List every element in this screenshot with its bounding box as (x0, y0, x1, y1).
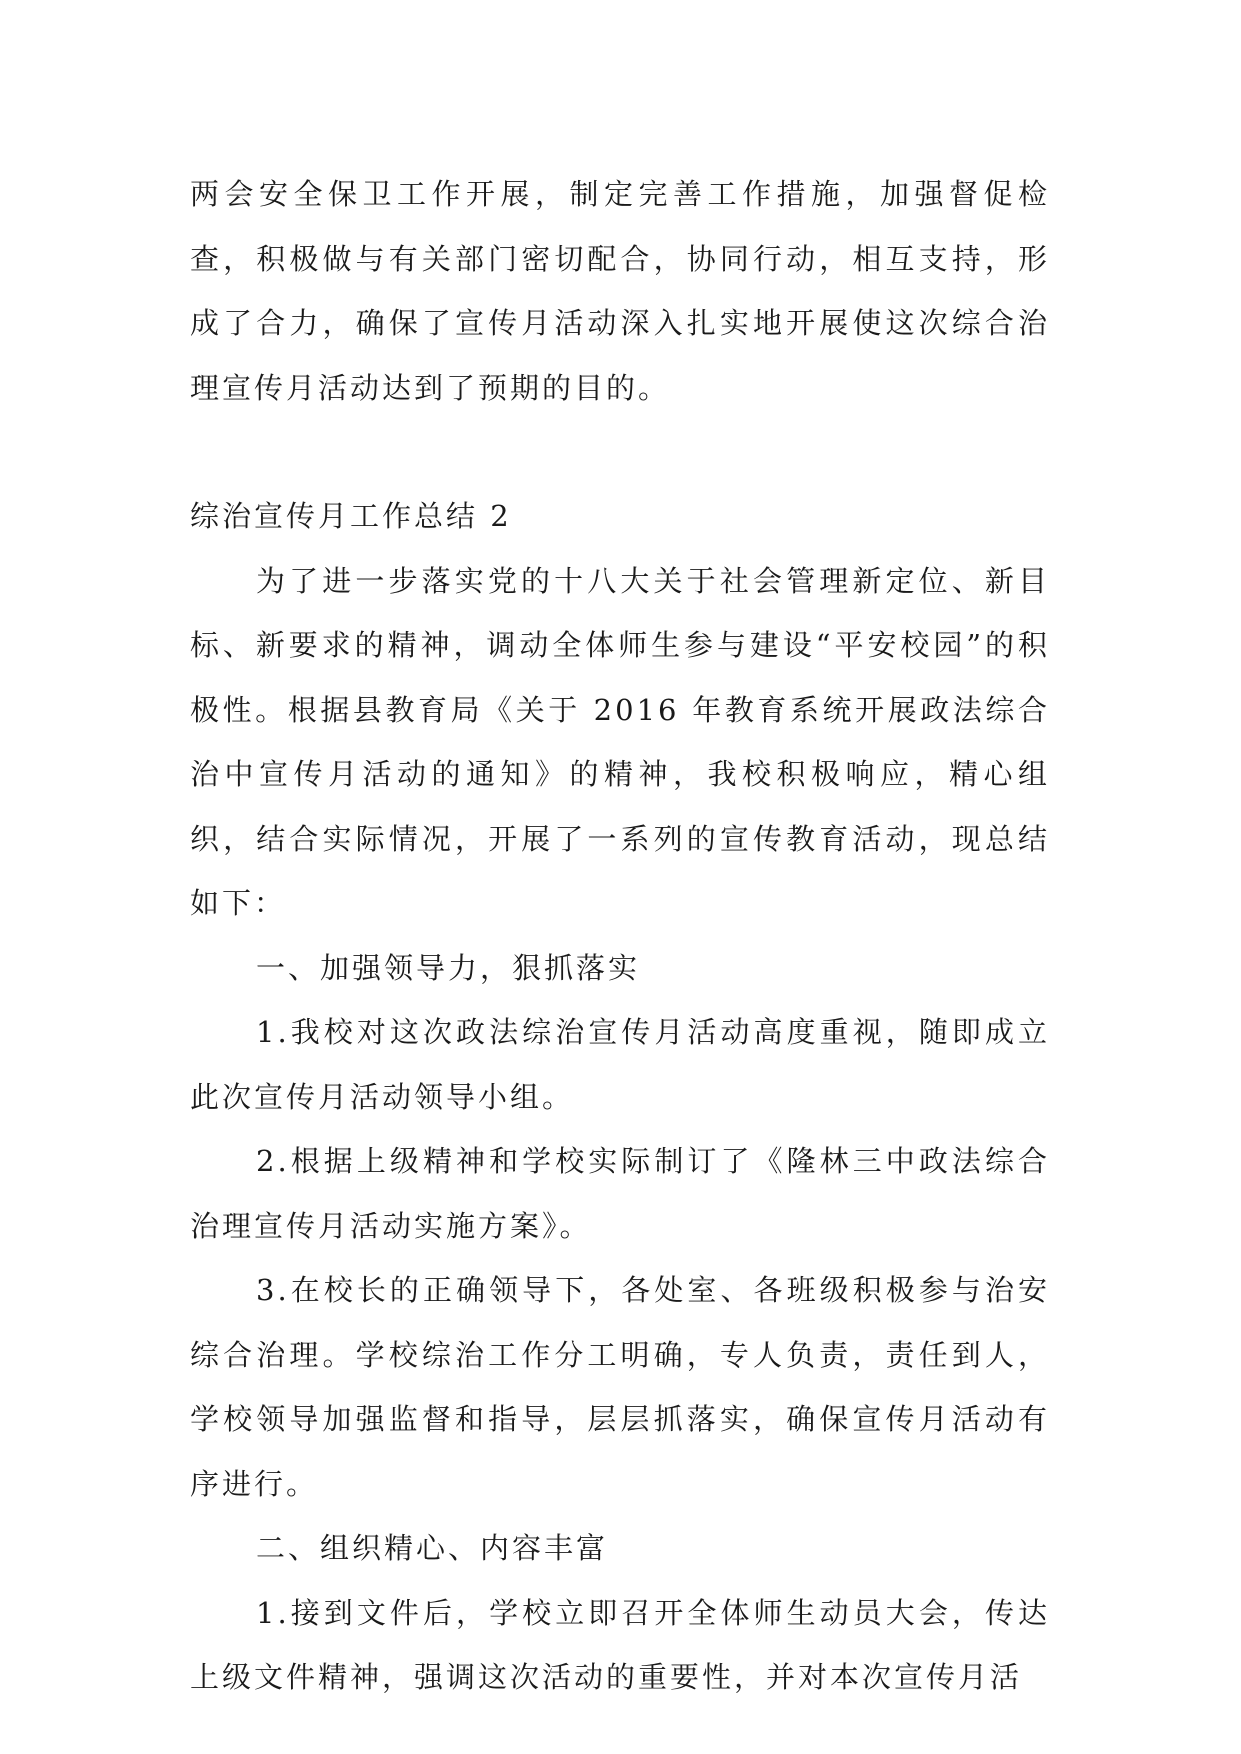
list-item: 3.在校长的正确领导下，各处室、各班级积极参与治安综合治理。学校综治工作分工明确，专人负责，责任到人，学校领导加强监督和指导，层层抓落实，确保宣传月活动有序进行。 (190, 1273, 1050, 1501)
list-item: 2.根据上级精神和学校实际制订了《隆林三中政法综合治理宣传月活动实施方案》。 (190, 1144, 1050, 1243)
list-item: 1.我校对这次政法综治宣传月活动高度重视，随即成立此次宣传月活动领导小组。 (190, 1015, 1050, 1114)
section-heading-leadership: 一、加强领导力，狠抓落实 (256, 950, 641, 985)
list-item: 1.接到文件后，学校立即召开全体师生动员大会，传达上级文件精神，强调这次活动的重要性，并对本次宣传月活 (190, 1595, 1050, 1694)
intro-paragraph: 两会安全保卫工作开展，制定完善工作措施，加强督促检查，积极做与有关部门密切配合，协同行动，相互支持，形成了合力，确保了宣传月活动深入扎实地开展使这次综合治理宣传月活动达到了预期的目的。 (190, 177, 1050, 405)
body-paragraph: 为了进一步落实党的十八大关于社会管理新定位、新目标、新要求的精神，调动全体师生参与建设“平安校园”的积极性。根据县教育局《关于 2016 年教育系统开展政法综合治中宣传月活动的通知》的精神，我校积极响应，精心组织，结合实际情况，开展了一系列的宣传教育活动，现总结如下： (190, 563, 1050, 920)
section-title: 综治宣传月工作总结 2 (190, 499, 512, 533)
section-heading-organization: 二、组织精心、内容丰富 (256, 1531, 609, 1565)
document-page (190, 162, 1050, 1710)
